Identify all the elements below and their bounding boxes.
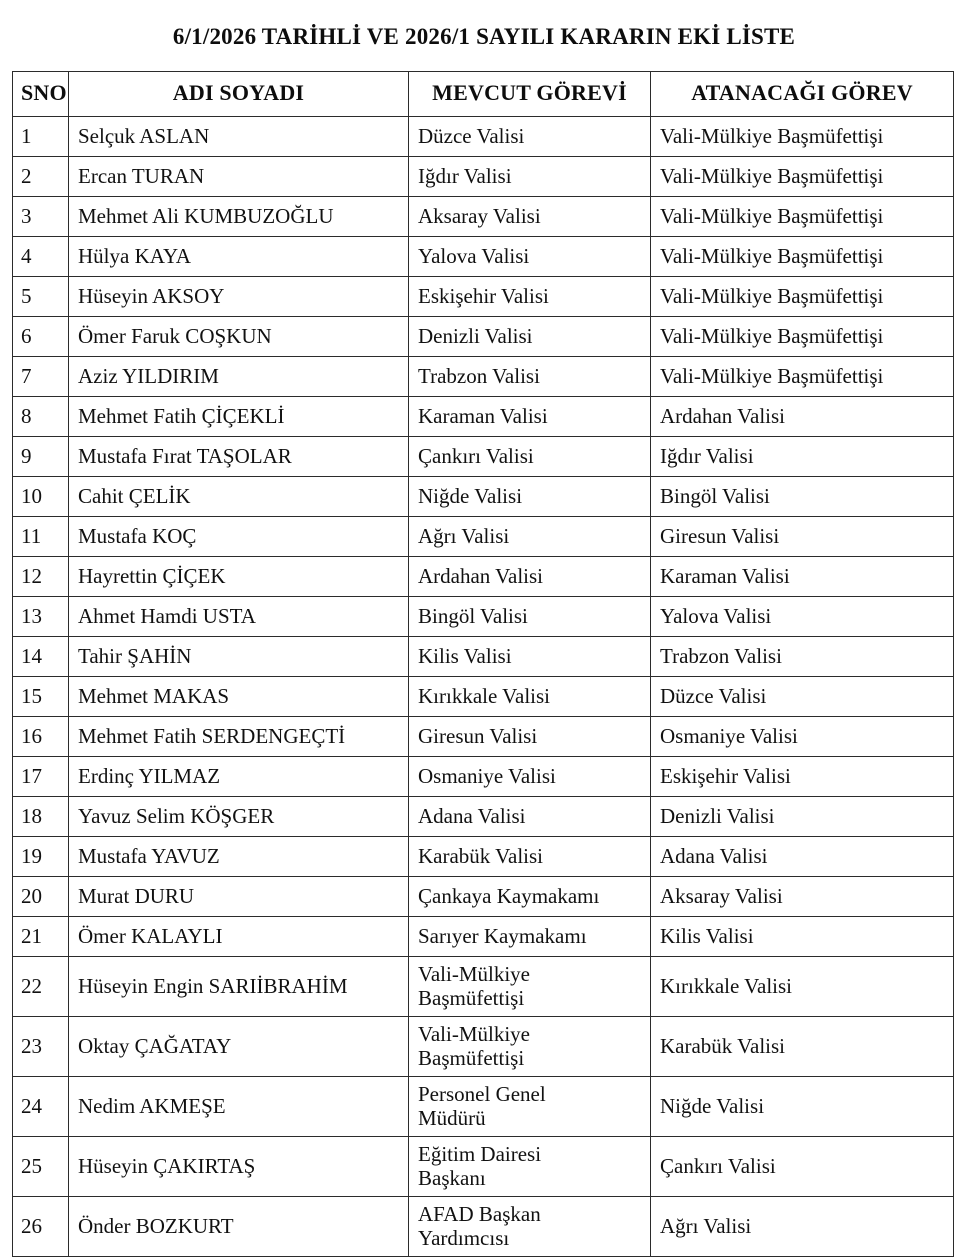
cell-new-post: Trabzon Valisi bbox=[651, 637, 954, 677]
cell-name: Ömer KALAYLI bbox=[69, 917, 409, 957]
cell-sno: 7 bbox=[13, 357, 69, 397]
table-header bbox=[13, 72, 954, 117]
cell-current-post bbox=[409, 1077, 651, 1137]
cell-current-post: Yalova Valisi bbox=[409, 237, 651, 277]
cell-new-post: Vali-Mülkiye Başmüfettişi bbox=[651, 117, 954, 157]
cell-sno: 25 bbox=[13, 1137, 69, 1197]
cell-sno: 18 bbox=[13, 797, 69, 837]
cell-new-post: Osmaniye Valisi bbox=[651, 717, 954, 757]
cell-current-post-line-1: AFAD Başkan bbox=[418, 1201, 541, 1226]
cell-new-post: Kilis Valisi bbox=[651, 917, 954, 957]
cell-sno: 14 bbox=[13, 637, 69, 677]
cell-new-post: Karabük Valisi bbox=[651, 1017, 954, 1077]
cell-name: Cahit ÇELİK bbox=[69, 477, 409, 517]
table-header-row bbox=[13, 72, 954, 117]
cell-current-post-line-2: Yardımcısı bbox=[418, 1226, 510, 1251]
cell-new-post: Vali-Mülkiye Başmüfettişi bbox=[651, 197, 954, 237]
table-row bbox=[13, 957, 954, 1017]
cell-sno: 9 bbox=[13, 437, 69, 477]
cell-new-post: Vali-Mülkiye Başmüfettişi bbox=[651, 357, 954, 397]
cell-name: Selçuk ASLAN bbox=[69, 117, 409, 157]
cell-current-post: Aksaray Valisi bbox=[409, 197, 651, 237]
table-container bbox=[0, 71, 968, 1257]
table-row bbox=[13, 677, 954, 717]
table-row bbox=[13, 237, 954, 277]
table-row bbox=[13, 477, 954, 517]
cell-name: Hüseyin ÇAKIRTAŞ bbox=[69, 1137, 409, 1197]
cell-sno: 16 bbox=[13, 717, 69, 757]
cell-current-post: Denizli Valisi bbox=[409, 317, 651, 357]
cell-current-post-line-1: Eğitim Dairesi bbox=[418, 1141, 542, 1166]
cell-current-post: Karaman Valisi bbox=[409, 397, 651, 437]
cell-sno: 11 bbox=[13, 517, 69, 557]
table-row bbox=[13, 797, 954, 837]
cell-current-post: Sarıyer Kaymakamı bbox=[409, 917, 651, 957]
column-header-sno: SNO bbox=[13, 72, 69, 117]
table-row bbox=[13, 757, 954, 797]
cell-new-post: Bingöl Valisi bbox=[651, 477, 954, 517]
cell-name: Mustafa YAVUZ bbox=[69, 837, 409, 877]
cell-name: Ercan TURAN bbox=[69, 157, 409, 197]
cell-current-post: Adana Valisi bbox=[409, 797, 651, 837]
cell-name: Yavuz Selim KÖŞGER bbox=[69, 797, 409, 837]
table-row bbox=[13, 117, 954, 157]
cell-current-post bbox=[409, 957, 651, 1017]
cell-name: Mehmet MAKAS bbox=[69, 677, 409, 717]
cell-sno: 22 bbox=[13, 957, 69, 1017]
cell-sno: 1 bbox=[13, 117, 69, 157]
cell-new-post: Düzce Valisi bbox=[651, 677, 954, 717]
table-row bbox=[13, 557, 954, 597]
cell-new-post: Eskişehir Valisi bbox=[651, 757, 954, 797]
cell-current-post: Osmaniye Valisi bbox=[409, 757, 651, 797]
table-row bbox=[13, 437, 954, 477]
table-row bbox=[13, 157, 954, 197]
table-row bbox=[13, 397, 954, 437]
table-row bbox=[13, 197, 954, 237]
table-row bbox=[13, 917, 954, 957]
table-row bbox=[13, 1017, 954, 1077]
cell-new-post: Vali-Mülkiye Başmüfettişi bbox=[651, 317, 954, 357]
cell-name: Mehmet Fatih ÇİÇEKLİ bbox=[69, 397, 409, 437]
cell-sno: 5 bbox=[13, 277, 69, 317]
cell-current-post: Düzce Valisi bbox=[409, 117, 651, 157]
cell-current-post bbox=[409, 1017, 651, 1077]
cell-name: Tahir ŞAHİN bbox=[69, 637, 409, 677]
cell-new-post: Çankırı Valisi bbox=[651, 1137, 954, 1197]
cell-sno: 13 bbox=[13, 597, 69, 637]
cell-name: Mehmet Fatih SERDENGEÇTİ bbox=[69, 717, 409, 757]
cell-sno: 2 bbox=[13, 157, 69, 197]
table-row bbox=[13, 1077, 954, 1137]
cell-new-post: Giresun Valisi bbox=[651, 517, 954, 557]
cell-name: Murat DURU bbox=[69, 877, 409, 917]
cell-current-post: Niğde Valisi bbox=[409, 477, 651, 517]
table-row bbox=[13, 277, 954, 317]
cell-current-post: Çankaya Kaymakamı bbox=[409, 877, 651, 917]
cell-name: Önder BOZKURT bbox=[69, 1197, 409, 1257]
cell-sno: 21 bbox=[13, 917, 69, 957]
cell-current-post-line-2: Başmüfettişi bbox=[418, 986, 525, 1011]
cell-name: Erdinç YILMAZ bbox=[69, 757, 409, 797]
cell-sno: 23 bbox=[13, 1017, 69, 1077]
cell-current-post-line-1: Vali-Mülkiye bbox=[418, 961, 530, 986]
cell-name: Mustafa Fırat TAŞOLAR bbox=[69, 437, 409, 477]
table-row bbox=[13, 837, 954, 877]
cell-current-post: Kilis Valisi bbox=[409, 637, 651, 677]
cell-name: Mustafa KOÇ bbox=[69, 517, 409, 557]
cell-name: Hayrettin ÇİÇEK bbox=[69, 557, 409, 597]
table-row bbox=[13, 517, 954, 557]
cell-current-post: Kırıkkale Valisi bbox=[409, 677, 651, 717]
cell-sno: 8 bbox=[13, 397, 69, 437]
table-row bbox=[13, 357, 954, 397]
cell-sno: 4 bbox=[13, 237, 69, 277]
cell-current-post-line-2: Müdürü bbox=[418, 1106, 486, 1131]
cell-new-post: Adana Valisi bbox=[651, 837, 954, 877]
cell-current-post: Ağrı Valisi bbox=[409, 517, 651, 557]
cell-sno: 10 bbox=[13, 477, 69, 517]
cell-new-post: Vali-Mülkiye Başmüfettişi bbox=[651, 237, 954, 277]
column-header-current-post: MEVCUT GÖREVİ bbox=[409, 72, 651, 117]
cell-sno: 20 bbox=[13, 877, 69, 917]
cell-new-post: Kırıkkale Valisi bbox=[651, 957, 954, 1017]
column-header-new-post: ATANACAĞI GÖREV bbox=[651, 72, 954, 117]
cell-sno: 6 bbox=[13, 317, 69, 357]
cell-name: Hüseyin Engin SARIİBRAHİM bbox=[69, 957, 409, 1017]
appointments-table bbox=[12, 71, 954, 1257]
cell-current-post-line-1: Vali-Mülkiye bbox=[418, 1021, 530, 1046]
cell-name: Ömer Faruk COŞKUN bbox=[69, 317, 409, 357]
cell-current-post: Trabzon Valisi bbox=[409, 357, 651, 397]
cell-name: Hülya KAYA bbox=[69, 237, 409, 277]
cell-sno: 26 bbox=[13, 1197, 69, 1257]
cell-new-post: Ağrı Valisi bbox=[651, 1197, 954, 1257]
cell-current-post-line-2: Başmüfettişi bbox=[418, 1046, 525, 1071]
cell-current-post-line-2: Başkanı bbox=[418, 1166, 486, 1191]
cell-new-post: Denizli Valisi bbox=[651, 797, 954, 837]
cell-sno: 3 bbox=[13, 197, 69, 237]
cell-new-post: Vali-Mülkiye Başmüfettişi bbox=[651, 277, 954, 317]
cell-name: Nedim AKMEŞE bbox=[69, 1077, 409, 1137]
cell-name: Mehmet Ali KUMBUZOĞLU bbox=[69, 197, 409, 237]
cell-new-post: Vali-Mülkiye Başmüfettişi bbox=[651, 157, 954, 197]
cell-new-post: Ardahan Valisi bbox=[651, 397, 954, 437]
cell-new-post: Aksaray Valisi bbox=[651, 877, 954, 917]
table-row bbox=[13, 717, 954, 757]
table-body bbox=[13, 117, 954, 1257]
table-row bbox=[13, 637, 954, 677]
cell-name: Hüseyin AKSOY bbox=[69, 277, 409, 317]
page-title: 6/1/2026 TARİHLİ VE 2026/1 SAYILI KARARIN EKİ LİSTE bbox=[172, 24, 796, 49]
table-row bbox=[13, 1137, 954, 1197]
cell-current-post-line-1: Personel Genel bbox=[418, 1081, 546, 1106]
cell-current-post: Bingöl Valisi bbox=[409, 597, 651, 637]
cell-sno: 12 bbox=[13, 557, 69, 597]
cell-current-post bbox=[409, 1137, 651, 1197]
cell-name: Aziz YILDIRIM bbox=[69, 357, 409, 397]
cell-sno: 19 bbox=[13, 837, 69, 877]
table-row bbox=[13, 597, 954, 637]
cell-current-post: Giresun Valisi bbox=[409, 717, 651, 757]
cell-new-post: Yalova Valisi bbox=[651, 597, 954, 637]
cell-current-post: Eskişehir Valisi bbox=[409, 277, 651, 317]
cell-new-post: Iğdır Valisi bbox=[651, 437, 954, 477]
cell-current-post: Ardahan Valisi bbox=[409, 557, 651, 597]
cell-name: Oktay ÇAĞATAY bbox=[69, 1017, 409, 1077]
cell-sno: 17 bbox=[13, 757, 69, 797]
cell-sno: 24 bbox=[13, 1077, 69, 1137]
cell-current-post: Karabük Valisi bbox=[409, 837, 651, 877]
cell-current-post: Iğdır Valisi bbox=[409, 157, 651, 197]
cell-name: Ahmet Hamdi USTA bbox=[69, 597, 409, 637]
cell-new-post: Niğde Valisi bbox=[651, 1077, 954, 1137]
cell-sno: 15 bbox=[13, 677, 69, 717]
cell-new-post: Karaman Valisi bbox=[651, 557, 954, 597]
table-row bbox=[13, 877, 954, 917]
table-row bbox=[13, 1197, 954, 1257]
column-header-name: ADI SOYADI bbox=[69, 72, 409, 117]
cell-current-post: Çankırı Valisi bbox=[409, 437, 651, 477]
table-row bbox=[13, 317, 954, 357]
cell-current-post bbox=[409, 1197, 651, 1257]
